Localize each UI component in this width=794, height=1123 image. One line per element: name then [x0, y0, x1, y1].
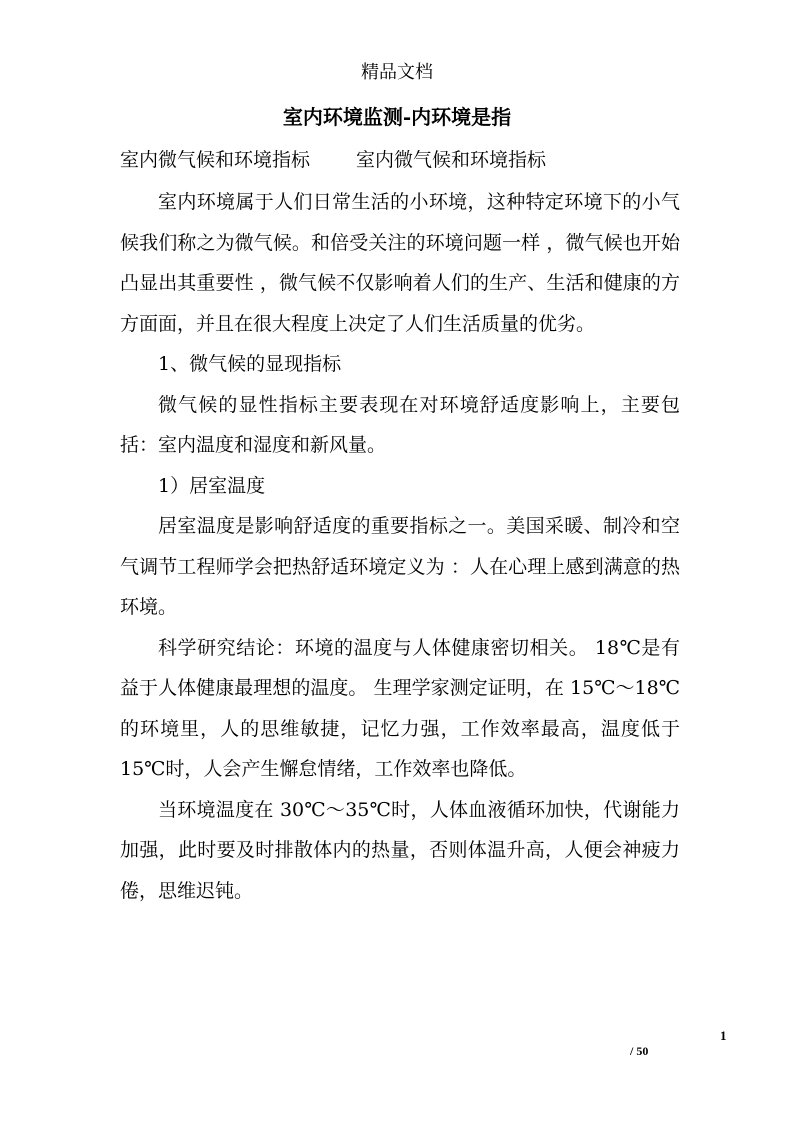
- document-body: [120, 145, 680, 911]
- subhead-right: 室内微气候和环境指标: [356, 149, 547, 171]
- paragraph-temperature-research: 科学研究结论：环境的温度与人体健康密切相关。 18℃是有益于人体健康最理想的温度。 生理学家测定证明，在 15℃～18℃的环境里，人的思维敏捷，记忆力强，工作效率最高，温度低于 15℃时，人会产生懈怠情绪，工作效率也降低。: [120, 636, 680, 780]
- subhead-left: 室内微气候和环境指标: [120, 149, 311, 171]
- page-header: 精品文档: [361, 62, 433, 83]
- document-title: 室内环境监测-内环境是指: [282, 105, 512, 129]
- paragraph-high-temperature: 当环境温度在 30℃～35℃时，人体血液循环加快，代谢能力加强，此时要及时排散体内的热量，否则体温升高，人便会神疲力倦，思维迟钝。: [120, 798, 680, 902]
- paragraph-indicators: 微气候的显性指标主要表现在对环境舒适度影响上，主要包括：室内温度和湿度和新风量。: [120, 393, 680, 456]
- paragraph-temperature-definition: 居室温度是影响舒适度的重要指标之一。美国采暖、制冷和空气调节工程师学会把热舒适环境定义为 ：人在心理上感到满意的热环境。: [120, 515, 680, 618]
- section-heading-temperature: 1）居室温度: [158, 474, 266, 497]
- paragraph-intro: 室内环境属于人们日常生活的小环境，这种特定环境下的小气候我们称之为微气候。和倍受关注的环境问题一样 ，微气候也开始凸显出其重要性 ，微气候不仅影响着人们的生产、生活和健康的方方面面，并且在很大程度上决定了人们生活质量的优劣。: [120, 191, 680, 335]
- page-total: / 50: [630, 1044, 649, 1058]
- page-number: 1: [720, 1028, 727, 1043]
- subhead-line: [120, 145, 680, 175]
- section-heading-1: 1、微气候的显现指标: [158, 353, 342, 375]
